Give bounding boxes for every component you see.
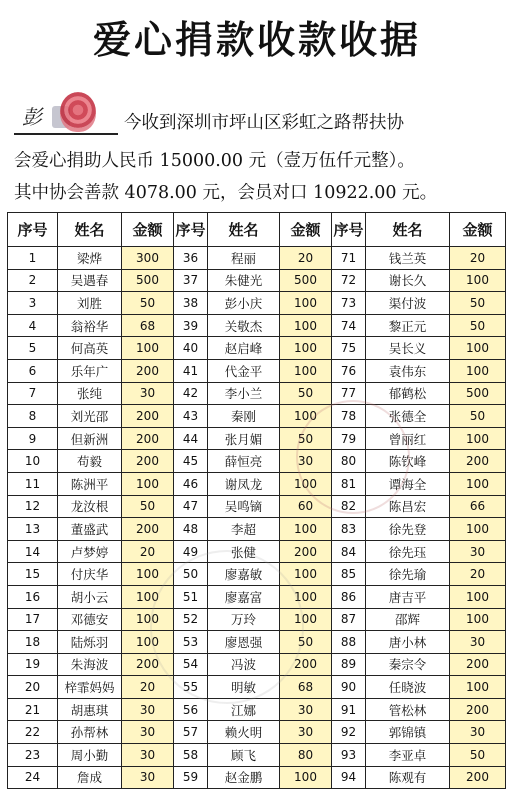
serial-number-cell: 2	[8, 269, 58, 292]
serial-number-cell: 84	[332, 540, 366, 563]
donor-name-cell: 袁伟东	[366, 359, 450, 382]
serial-number-cell: 91	[332, 698, 366, 721]
serial-number-cell: 15	[8, 563, 58, 586]
donor-name-cell: 渠付波	[366, 292, 450, 315]
table-row	[8, 698, 506, 721]
amount-cell: 200	[122, 405, 174, 428]
serial-number-cell: 86	[332, 585, 366, 608]
amount-cell: 500	[450, 382, 506, 405]
amount-cell: 100	[280, 337, 332, 360]
table-row	[8, 292, 506, 315]
serial-number-cell: 93	[332, 744, 366, 767]
table-row	[8, 450, 506, 473]
amount-cell: 68	[280, 676, 332, 699]
serial-number-cell: 74	[332, 314, 366, 337]
table-row	[8, 314, 506, 337]
table-row	[8, 608, 506, 631]
amount-cell: 20	[122, 540, 174, 563]
donor-name-cell: 陈观有	[366, 766, 450, 789]
table-row	[8, 766, 506, 789]
serial-number-cell: 82	[332, 495, 366, 518]
serial-number-cell: 46	[174, 472, 208, 495]
serial-number-cell: 48	[174, 518, 208, 541]
serial-number-cell: 39	[174, 314, 208, 337]
serial-number-cell: 11	[8, 472, 58, 495]
amount-cell: 30	[122, 698, 174, 721]
amount-cell: 200	[450, 450, 506, 473]
amount-cell: 500	[280, 269, 332, 292]
serial-number-cell: 4	[8, 314, 58, 337]
donor-name-cell: 龙汝根	[58, 495, 122, 518]
serial-number-cell: 10	[8, 450, 58, 473]
donor-name-cell: 张月媚	[208, 427, 280, 450]
donor-name-cell: 董盛武	[58, 518, 122, 541]
donor-name-cell: 秦宗令	[366, 653, 450, 676]
donor-name-cell: 翁裕华	[58, 314, 122, 337]
serial-number-cell: 50	[174, 563, 208, 586]
donor-name-cell: 顾飞	[208, 744, 280, 767]
amount-cell: 30	[122, 766, 174, 789]
serial-number-cell: 43	[174, 405, 208, 428]
donor-name-cell: 赵启峰	[208, 337, 280, 360]
serial-number-cell: 13	[8, 518, 58, 541]
amount-cell: 200	[280, 653, 332, 676]
amount-cell: 20	[450, 247, 506, 270]
serial-number-cell: 18	[8, 631, 58, 654]
serial-number-cell: 88	[332, 631, 366, 654]
serial-number-cell: 76	[332, 359, 366, 382]
table-row	[8, 495, 506, 518]
amount-cell: 100	[450, 585, 506, 608]
donor-name-cell: 江娜	[208, 698, 280, 721]
donor-name-cell: 苟毅	[58, 450, 122, 473]
serial-number-cell: 94	[332, 766, 366, 789]
serial-number-cell: 87	[332, 608, 366, 631]
amount-cell: 50	[122, 495, 174, 518]
amount-cell: 200	[122, 653, 174, 676]
serial-number-cell: 56	[174, 698, 208, 721]
serial-number-cell: 90	[332, 676, 366, 699]
column-header: 姓名	[366, 213, 450, 247]
donor-name-cell: 吴遇春	[58, 269, 122, 292]
donor-name-cell: 吴长义	[366, 337, 450, 360]
donor-name-cell: 冯波	[208, 653, 280, 676]
serial-number-cell: 51	[174, 585, 208, 608]
donor-name-cell: 关敬杰	[208, 314, 280, 337]
donor-name-cell: 朱海波	[58, 653, 122, 676]
amount-cell: 100	[450, 676, 506, 699]
donor-name-cell: 廖嘉敏	[208, 563, 280, 586]
serial-number-cell: 89	[332, 653, 366, 676]
serial-number-cell: 36	[174, 247, 208, 270]
serial-number-cell: 77	[332, 382, 366, 405]
serial-number-cell: 19	[8, 653, 58, 676]
table-row	[8, 676, 506, 699]
amount-cell: 200	[122, 427, 174, 450]
table-body	[8, 247, 506, 789]
donor-name-cell: 薛恒亮	[208, 450, 280, 473]
serial-number-cell: 72	[332, 269, 366, 292]
table-row	[8, 540, 506, 563]
column-header: 姓名	[58, 213, 122, 247]
receipt-text-line-1: 今收到深圳市坪山区彩虹之路帮扶协	[124, 113, 404, 133]
donor-name-cell: 廖恩强	[208, 631, 280, 654]
donor-name-cell: 谢长久	[366, 269, 450, 292]
amount-cell: 30	[122, 744, 174, 767]
amount-cell: 30	[450, 721, 506, 744]
amount-cell: 30	[122, 721, 174, 744]
serial-number-cell: 85	[332, 563, 366, 586]
amount-cell: 30	[280, 721, 332, 744]
amount-cell: 30	[450, 631, 506, 654]
amount-cell: 200	[122, 359, 174, 382]
amount-cell: 30	[450, 540, 506, 563]
signature-name: 彭	[22, 105, 42, 129]
amount-cell: 100	[280, 518, 332, 541]
amount-cell: 20	[450, 563, 506, 586]
amount-cell: 200	[122, 518, 174, 541]
serial-number-cell: 83	[332, 518, 366, 541]
serial-number-cell: 7	[8, 382, 58, 405]
column-header: 序号	[174, 213, 208, 247]
amount-cell: 100	[280, 405, 332, 428]
amount-cell: 50	[280, 631, 332, 654]
serial-number-cell: 3	[8, 292, 58, 315]
table-row	[8, 744, 506, 767]
donor-name-cell: 李超	[208, 518, 280, 541]
donor-name-cell: 谢凤龙	[208, 472, 280, 495]
serial-number-cell: 75	[332, 337, 366, 360]
amount-cell: 300	[122, 247, 174, 270]
table-row	[8, 563, 506, 586]
donor-name-cell: 李小兰	[208, 382, 280, 405]
serial-number-cell: 81	[332, 472, 366, 495]
donor-name-cell: 唐小林	[366, 631, 450, 654]
table-row	[8, 427, 506, 450]
serial-number-cell: 78	[332, 405, 366, 428]
serial-number-cell: 54	[174, 653, 208, 676]
donor-name-cell: 代金平	[208, 359, 280, 382]
serial-number-cell: 55	[174, 676, 208, 699]
serial-number-cell: 59	[174, 766, 208, 789]
amount-cell: 100	[450, 269, 506, 292]
serial-number-cell: 42	[174, 382, 208, 405]
amount-cell: 50	[450, 405, 506, 428]
donor-name-cell: 钱兰英	[366, 247, 450, 270]
amount-cell: 100	[280, 585, 332, 608]
serial-number-cell: 41	[174, 359, 208, 382]
amount-cell: 200	[450, 653, 506, 676]
donor-name-cell: 但新洲	[58, 427, 122, 450]
amount-cell: 200	[280, 540, 332, 563]
donor-name-cell: 邓德安	[58, 608, 122, 631]
amount-cell: 100	[280, 359, 332, 382]
receipt-text-line-2: 会爱心捐助人民币 15000.00 元（壹万伍仟元整）。	[14, 151, 415, 171]
table-row	[8, 405, 506, 428]
amount-cell: 100	[450, 472, 506, 495]
amount-cell: 100	[122, 585, 174, 608]
column-header: 金额	[450, 213, 506, 247]
donor-name-cell: 张德全	[366, 405, 450, 428]
amount-cell: 20	[280, 247, 332, 270]
amount-cell: 100	[280, 563, 332, 586]
donor-name-cell: 梁烨	[58, 247, 122, 270]
amount-cell: 50	[450, 292, 506, 315]
donor-name-cell: 管松林	[366, 698, 450, 721]
serial-number-cell: 71	[332, 247, 366, 270]
amount-cell: 68	[122, 314, 174, 337]
donor-name-cell: 廖嘉富	[208, 585, 280, 608]
amount-cell: 20	[122, 676, 174, 699]
amount-cell: 200	[450, 698, 506, 721]
donor-name-cell: 程丽	[208, 247, 280, 270]
donor-name-cell: 卢梦婷	[58, 540, 122, 563]
column-header: 姓名	[208, 213, 280, 247]
donor-name-cell: 陈钦峰	[366, 450, 450, 473]
donor-name-cell: 徐先登	[366, 518, 450, 541]
receipt-text-line-3: 其中协会善款 4078.00 元，会员对口 10922.00 元。	[14, 183, 438, 203]
amount-cell: 100	[450, 608, 506, 631]
table-row	[8, 359, 506, 382]
amount-cell: 50	[280, 427, 332, 450]
donor-name-cell: 郭锦镇	[366, 721, 450, 744]
amount-cell: 50	[450, 744, 506, 767]
donor-name-cell: 谭海全	[366, 472, 450, 495]
amount-cell: 100	[280, 314, 332, 337]
donor-name-cell: 黎正元	[366, 314, 450, 337]
table-row	[8, 721, 506, 744]
amount-cell: 100	[450, 359, 506, 382]
serial-number-cell: 52	[174, 608, 208, 631]
donor-name-cell: 任晓波	[366, 676, 450, 699]
amount-cell: 30	[280, 450, 332, 473]
table-row	[8, 337, 506, 360]
column-header: 金额	[122, 213, 174, 247]
donor-name-cell: 何高英	[58, 337, 122, 360]
donor-name-cell: 胡惠琪	[58, 698, 122, 721]
donor-name-cell: 徐先瑜	[366, 563, 450, 586]
donor-name-cell: 赖火明	[208, 721, 280, 744]
serial-number-cell: 9	[8, 427, 58, 450]
column-header: 序号	[8, 213, 58, 247]
donor-name-cell: 曾丽红	[366, 427, 450, 450]
serial-number-cell: 44	[174, 427, 208, 450]
amount-cell: 200	[450, 766, 506, 789]
table-row	[8, 472, 506, 495]
donor-name-cell: 张健	[208, 540, 280, 563]
serial-number-cell: 20	[8, 676, 58, 699]
serial-number-cell: 21	[8, 698, 58, 721]
table-row	[8, 585, 506, 608]
table-row	[8, 382, 506, 405]
donor-name-cell: 陆烁羽	[58, 631, 122, 654]
donor-name-cell: 张纯	[58, 382, 122, 405]
serial-number-cell: 49	[174, 540, 208, 563]
serial-number-cell: 57	[174, 721, 208, 744]
donor-name-cell: 刘胜	[58, 292, 122, 315]
serial-number-cell: 92	[332, 721, 366, 744]
donor-name-cell: 周小勤	[58, 744, 122, 767]
donor-name-cell: 孙帮林	[58, 721, 122, 744]
table-row	[8, 518, 506, 541]
page-title: 爱心捐款收款收据	[92, 17, 421, 62]
serial-number-cell: 37	[174, 269, 208, 292]
serial-number-cell: 40	[174, 337, 208, 360]
serial-number-cell: 22	[8, 721, 58, 744]
table-row	[8, 653, 506, 676]
serial-number-cell: 5	[8, 337, 58, 360]
donor-name-cell: 明敏	[208, 676, 280, 699]
donor-name-cell: 邵辉	[366, 608, 450, 631]
amount-cell: 66	[450, 495, 506, 518]
serial-number-cell: 38	[174, 292, 208, 315]
amount-cell: 80	[280, 744, 332, 767]
amount-cell: 100	[450, 427, 506, 450]
donor-table	[7, 212, 506, 789]
donor-name-cell: 胡小云	[58, 585, 122, 608]
donor-name-cell: 赵金鹏	[208, 766, 280, 789]
serial-number-cell: 17	[8, 608, 58, 631]
serial-number-cell: 23	[8, 744, 58, 767]
serial-number-cell: 8	[8, 405, 58, 428]
table-row	[8, 631, 506, 654]
serial-number-cell: 80	[332, 450, 366, 473]
amount-cell: 50	[122, 292, 174, 315]
donor-name-cell: 付庆华	[58, 563, 122, 586]
amount-cell: 30	[280, 698, 332, 721]
amount-cell: 100	[280, 472, 332, 495]
donor-name-cell: 万玲	[208, 608, 280, 631]
amount-cell: 100	[122, 337, 174, 360]
amount-cell: 100	[122, 472, 174, 495]
column-header: 金额	[280, 213, 332, 247]
serial-number-cell: 12	[8, 495, 58, 518]
donor-name-cell: 陈昌宏	[366, 495, 450, 518]
serial-number-cell: 53	[174, 631, 208, 654]
serial-number-cell: 1	[8, 247, 58, 270]
serial-number-cell: 47	[174, 495, 208, 518]
amount-cell: 100	[280, 766, 332, 789]
table-header-row	[8, 213, 506, 247]
donor-name-cell: 乐年广	[58, 359, 122, 382]
amount-cell: 100	[280, 292, 332, 315]
donor-name-cell: 唐吉平	[366, 585, 450, 608]
amount-cell: 100	[122, 563, 174, 586]
amount-cell: 60	[280, 495, 332, 518]
table-row	[8, 269, 506, 292]
serial-number-cell: 24	[8, 766, 58, 789]
table-row	[8, 247, 506, 270]
amount-cell: 100	[122, 608, 174, 631]
serial-number-cell: 6	[8, 359, 58, 382]
donor-name-cell: 刘光邵	[58, 405, 122, 428]
serial-number-cell: 58	[174, 744, 208, 767]
amount-cell: 50	[450, 314, 506, 337]
serial-number-cell: 14	[8, 540, 58, 563]
donor-name-cell: 梓霏妈妈	[58, 676, 122, 699]
amount-cell: 500	[122, 269, 174, 292]
serial-number-cell: 16	[8, 585, 58, 608]
donor-name-cell: 秦刚	[208, 405, 280, 428]
serial-number-cell: 73	[332, 292, 366, 315]
serial-number-cell: 45	[174, 450, 208, 473]
amount-cell: 200	[122, 450, 174, 473]
donor-name-cell: 吴鸣镝	[208, 495, 280, 518]
amount-cell: 100	[450, 337, 506, 360]
donor-name-cell: 詹成	[58, 766, 122, 789]
donor-name-cell: 陈洲平	[58, 472, 122, 495]
donor-name-cell: 郁鹤松	[366, 382, 450, 405]
column-header: 序号	[332, 213, 366, 247]
amount-cell: 100	[280, 608, 332, 631]
donor-name-cell: 彭小庆	[208, 292, 280, 315]
serial-number-cell: 79	[332, 427, 366, 450]
donor-name-cell: 朱健光	[208, 269, 280, 292]
amount-cell: 100	[122, 631, 174, 654]
amount-cell: 50	[280, 382, 332, 405]
donor-name-cell: 李亚卓	[366, 744, 450, 767]
donor-name-cell: 徐先珏	[366, 540, 450, 563]
amount-cell: 100	[450, 518, 506, 541]
amount-cell: 30	[122, 382, 174, 405]
